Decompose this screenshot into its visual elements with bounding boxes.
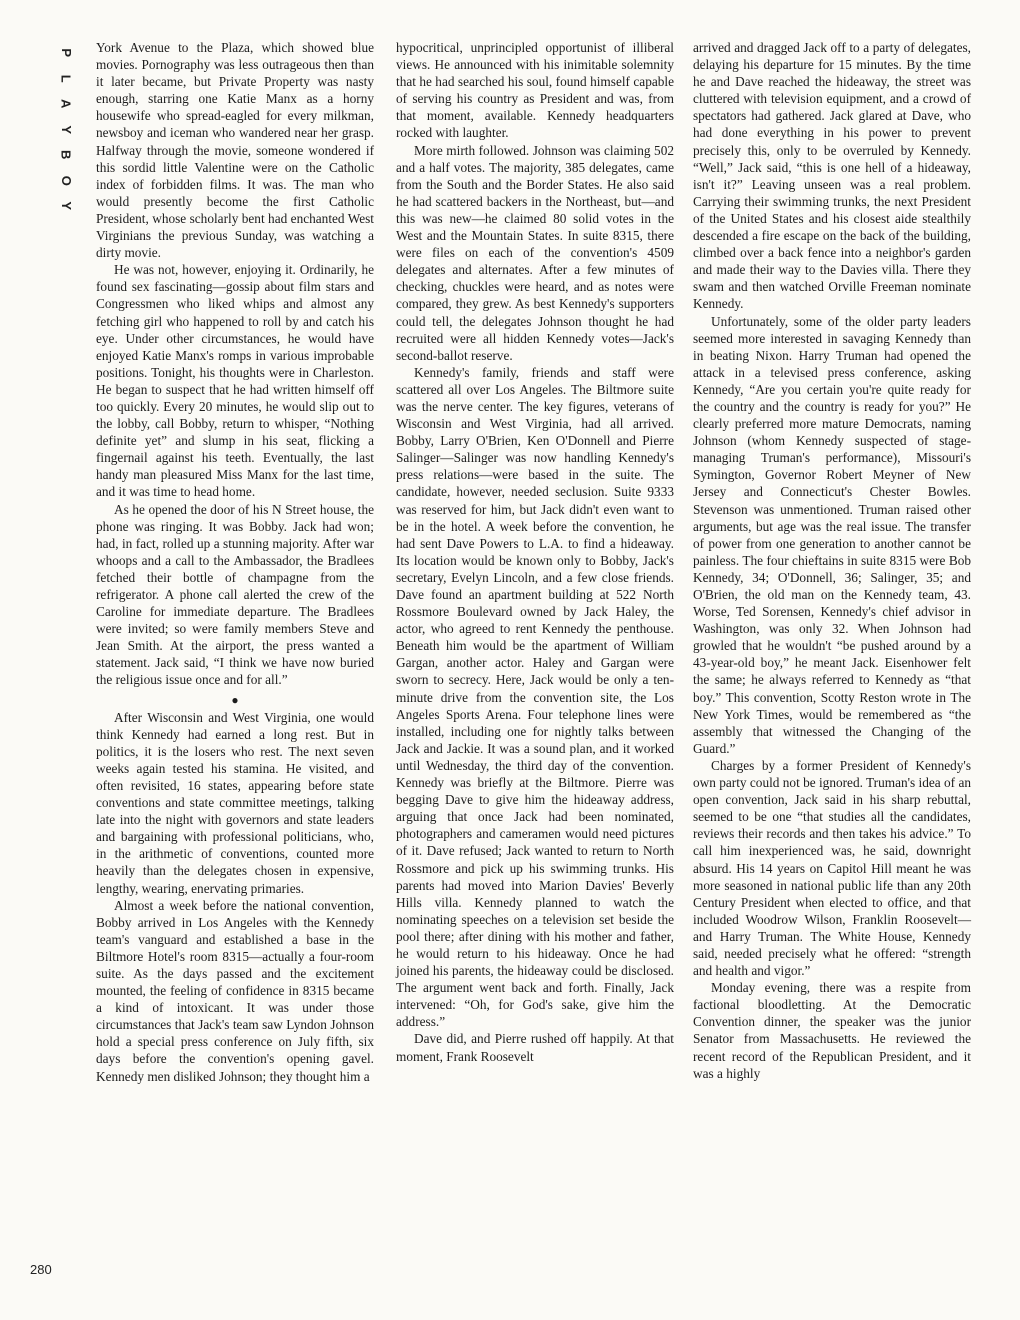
- paragraph: York Avenue to the Plaza, which showed blue movies. Pornography was less outrageous then than it later became, but Private Property was nasty enough, starring one Katie Manx as a horny housewife who spread-eagled for every milkman, newsboy and iceman who wandered near her grasp. Halfway through the movie, someone wondered if this sordid little Valentine were on the Catholic index of forbidden films. It was. The man who would presently become the first Catholic President, whose scholarly bent had enchanted West Virginians the previous Sunday, was watching a dirty movie.: [96, 40, 374, 261]
- page-number: 280: [30, 1262, 52, 1277]
- paragraph: He was not, however, enjoying it. Ordinarily, he found sex fascinating—gossip about film stars and Congressmen who liked whips and almost any fetching girl who happened to roll by and catch his eye. Under other circumstances, he would have enjoyed Katie Manx's romps in various improbable positions. Tonight, his thoughts were in Charleston. He began to suspect that he had written himself off too quickly. Every 20 minutes, he would slip out to the lobby, call Bobby, return to whisper, “Nothing definite yet” and slump in his seat, flicking a fingernail against his teeth. Eventually, the last handy man pleasured Miss Manx for the last time, and it was time to head home.: [96, 262, 374, 500]
- masthead-letter: Y: [58, 201, 74, 211]
- paragraph: Dave did, and Pierre rushed off happily. At that moment, Frank Roosevelt: [396, 1031, 674, 1064]
- paragraph: After Wisconsin and West Virginia, one would think Kennedy had earned a long rest. But in politics, it is the losers who rest. The next seven weeks again tested his stamina. He visited, and often revisited, 16 states, appearing before state conventions and state committee meetings, talking late into the night with governors and state leaders and bargaining with professional politicians, who, in the arithmetic of conventions, counted more heavily than the delegates chosen in expensive, lengthy, wearing, enervating primaries.: [96, 709, 374, 896]
- paragraph: Kennedy's family, friends and staff were scattered all over Los Angeles. The Biltmore suite was the nerve center. The key figures, veterans of Wisconsin and West Virginia, had all arrived. Bobby, Larry O'Brien, Ken O'Donnell and Pierre Salinger—Salinger was now handling Kennedy's press relations—were based in the suite. The candidate, however, needed seclusion. Suite 9333 was reserved for him, but Jack didn't even want to be in the hotel. A week before the convention, he had sent Dave Powers to L.A. to find a hideaway. Its location would be known only to Bobby, Jack's secretary, Evelyn Lincoln, and a few close friends. Dave found an apartment building at 522 North Rossmore Boulevard owned by Jack Haley, the actor, who agreed to rent Kennedy the penthouse. Beneath him would be the apartment of William Gargan, another actor. Haley and Gargan were sworn to secrecy. Here, Jack would be only a ten-minute drive from the convention site, the Los Angeles Sports Arena. Four telephone lines were installed, including one for nightly talks between Jack and Jackie. It was a sound plan, and it worked until Wednesday, the third day of the convention. Kennedy was briefly at the Biltmore. Pierre was begging Dave to give him the hideaway address, arguing that once Jack had been nominated, photographers and cameramen would need pictures of it. Dave refused; Jack wanted to return to North Rossmore and pick up his swimming trunks. His parents had moved into Marion Davies' Beverly Hills villa. Kennedy planned to watch the nominating speeches on a television set beside the pool there; after dining with his mother and father, he would return to his hideaway. Once he had joined his parents, the hideaway could be disclosed. The argument went back and forth. Finally, Jack intervened: “Oh, for God's sake, give him the address.”: [396, 364, 674, 1030]
- text-column-1: [96, 39, 374, 1085]
- masthead-letter: O: [58, 175, 74, 186]
- masthead-letter: B: [58, 150, 74, 160]
- paragraph: arrived and dragged Jack off to a party of delegates, delaying his departure for 15 minutes. By the time he and Dave reached the hideaway, the street was cluttered with television equipment, and a crowd of spectators had gathered. Jack glared at Dave, who had done everything in his power to prevent precisely this, only to be overruled by Kennedy. “Well,” Jack said, “this is one hell of a hideaway, isn't it?” Leaving unseen was a real problem. Carrying their swimming trunks, the next President of the United States and his closest aide stealthily descended a fire escape on the back of the building, climbed over a back fence into a neighbor's garden and made their way to the Davies villa. There they swam and then watched Orville Freeman nominate Kennedy.: [693, 40, 971, 312]
- paragraph: Almost a week before the national convention, Bobby arrived in Los Angeles with the Kennedy team's vanguard and established a base in the Biltmore Hotel's room 8315—actually a four-room suite. As the days passed and the excitement mounted, the feeling of confidence in 8315 became a kind of intoxicant. It was under those circumstances that Jack's team saw Lyndon Johnson hold a special press conference on July fifth, six days before the convention's opening gavel. Kennedy men disliked Johnson; they thought him a: [96, 897, 374, 1084]
- paragraph: Monday evening, there was a respite from factional bloodletting. At the Democratic Convention dinner, the speaker was the junior Senator from Massachusetts. He reviewed the recent record of the Republican President, and it was a highly: [693, 980, 971, 1081]
- paragraph: hypocritical, unprincipled opportunist of illiberal views. He announced with his inimitable solemnity that he had searched his soul, found himself capable of serving his country as President and was, from that moment, available. Kennedy headquarters rocked with laughter.: [396, 40, 674, 141]
- text-column-2: [396, 39, 674, 1065]
- paragraph: As he opened the door of his N Street house, the phone was ringing. It was Bobby. Jack had won; had, in fact, rolled up a stunning majority. After war whoops and a call to the Ambassador, the Bradlees fetched their bottle of champagne from the refrigerator. A phone call alerted the crew of the Caroline for immediate departure. The Bradlees were invited; so were family members Steve and Jean Smith. At the airport, the press wanted a statement. Jack said, “I think we have now buried the religious issue once and for all.”: [96, 501, 374, 688]
- section-break-bullet: ●: [231, 692, 239, 707]
- paragraph: More mirth followed. Johnson was claiming 502 and a half votes. The majority, 385 delegates, came from the South and the Border States. He also said he had scattered backers in the Northeast, but—and this was new—he claimed 80 solid votes in the West and the Mountain States. In suite 8315, there were files on each of the convention's 4509 delegates and alternates. After a few minutes of checking, chuckles were heard, and as notes were compared, they grew. As best Kennedy's supporters could tell, the delegates Johnson thought he had recruited were all hidden Kennedy votes—Jack's second-ballot reserve.: [396, 142, 674, 363]
- paragraph: Unfortunately, some of the older party leaders seemed more interested in savaging Kennedy than in beating Nixon. Harry Truman had opened the attack in a televised press conference, asking Kennedy, “Are you certain you're quite ready for the country and the country is ready for you?” He clearly preferred more mature Democrats, naming Johnson (whom Kennedy suspected of stage-managing Truman's performance), Missouri's Symington, Governor Robert Meyner of New Jersey and Connecticut's Chester Bowles. Stevenson was unmentioned. Truman raised other arguments, but age was the real issue. The transfer of power from one generation to another cannot be painless. The four chieftains in suite 8315 were Bob Kennedy, 34; O'Donnell, 36; Salinger, 35; and O'Brien, the old man on the Kennedy team, 43. Worse, Ted Sorensen, Kennedy's chief advisor in Washington, was only 32. When Johnson had growled that he wouldn't “be pushed around by a 43-year-old boy,” he meant Jack. Eisenhower felt the same; he always referred to Kennedy as “that boy.” This convention, Scotty Reston wrote in The New York Times, would be remembered as “the assembly that witnessed the Changing of the Guard.”: [693, 313, 971, 756]
- masthead-letter: A: [58, 99, 74, 109]
- text-column-3: [693, 39, 971, 1082]
- paragraph: Charges by a former President of Kennedy's own party could not be ignored. Truman's idea of an open convention, Jack said in his sharp rebuttal, seemed to be one “that studies all the candidates, reviews their records and then takes his advice.” To call him inexperienced was, he said, downright absurd. His 14 years on Capitol Hill meant he was more seasoned in national public life than any 20th Century President when elected to office, and that included Woodrow Wilson, Franklin Roosevelt—and Harry Truman. The White House, Kennedy said, needed precisely what he offered: “strength and health and vigor.”: [693, 757, 971, 979]
- magazine-masthead: [55, 40, 77, 219]
- masthead-letter: L: [58, 74, 74, 83]
- masthead-letter: P: [58, 48, 74, 58]
- masthead-letter: Y: [58, 124, 74, 134]
